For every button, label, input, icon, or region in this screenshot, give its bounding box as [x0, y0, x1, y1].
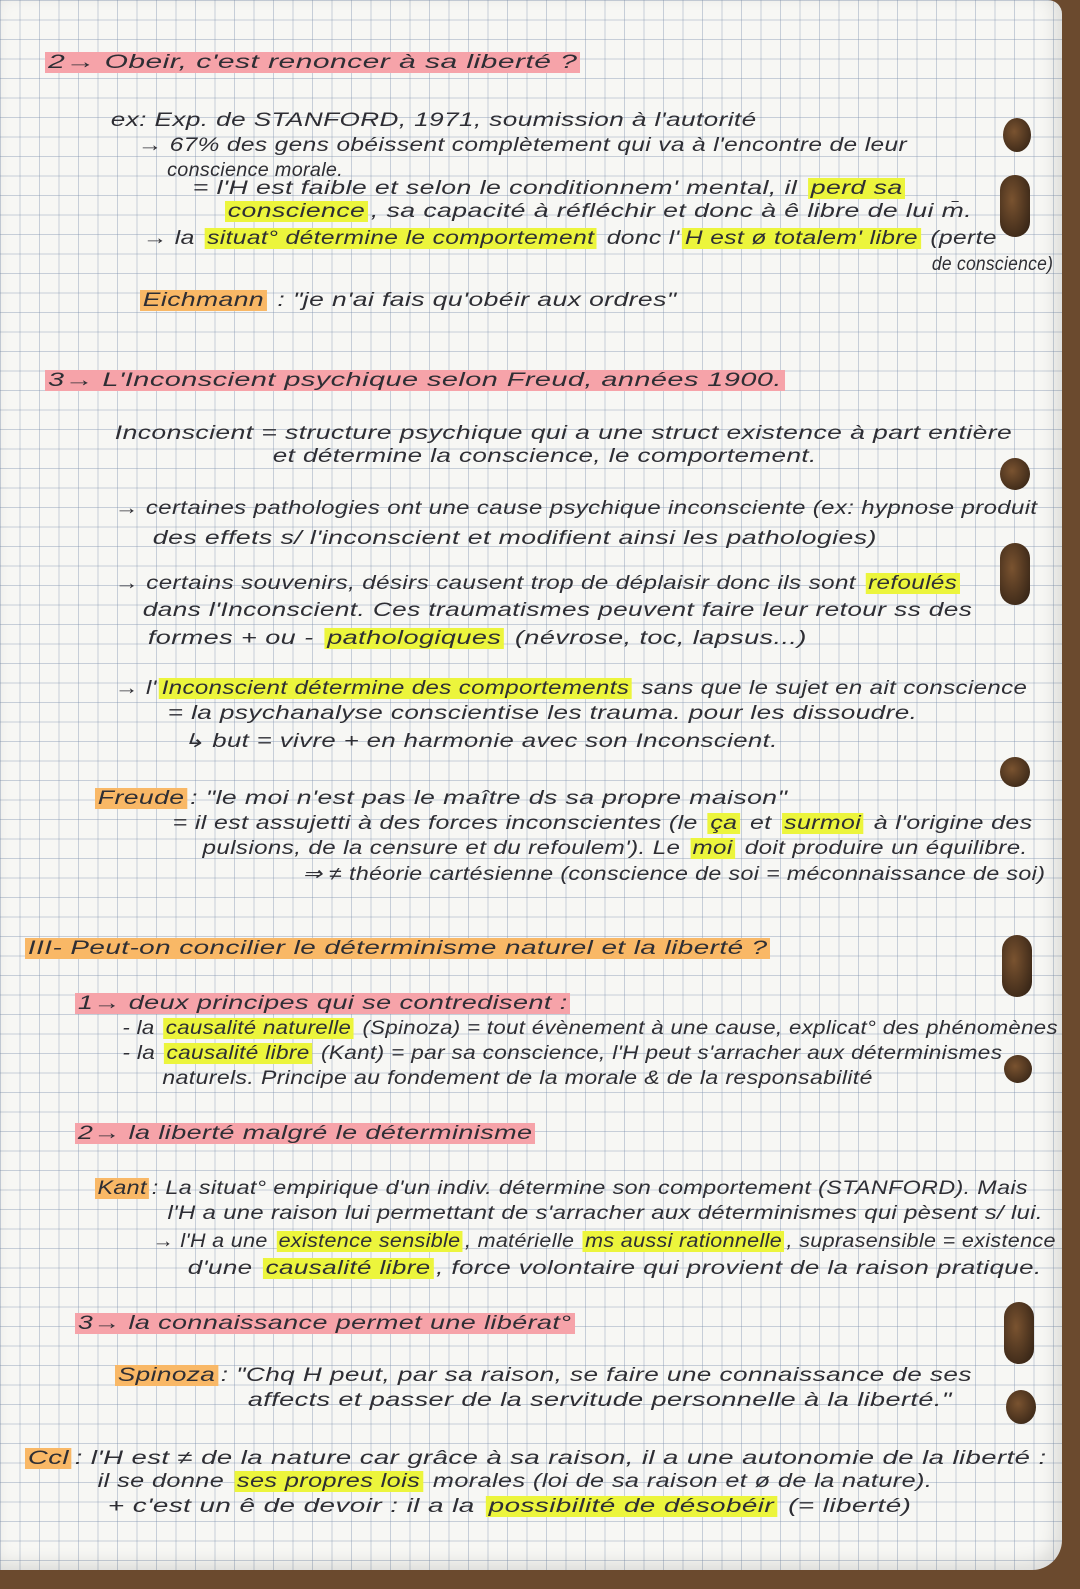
note-line — [140, 600, 975, 622]
note-text: , matérielle — [464, 1231, 581, 1252]
note-text: = il est assujetti à des forces inconscientes (le — [172, 813, 706, 834]
note-line — [190, 178, 906, 200]
note-line — [200, 838, 1030, 860]
section-heading: 1→ deux principes qui se contredisent : — [75, 993, 571, 1014]
note-text: dans l'Inconscient. Ces traumatismes peuvent faire leur retour ss des — [142, 600, 973, 621]
highlighted-text: conscience — [225, 201, 368, 222]
note-line — [75, 1123, 535, 1145]
highlighted-text: ça — [708, 813, 740, 834]
note-line — [115, 1365, 975, 1387]
note-text: → 67% des gens obéissent complètement qui va à l'encontre de leur — [137, 135, 908, 156]
note-text: : l'H est ≠ de la nature car grâce à sa raison, il a une autonomie de la liberté : — [74, 1448, 1047, 1469]
note-line — [25, 938, 771, 960]
highlighted-text: possibilité de désobéir — [486, 1496, 777, 1517]
note-text: donc l' — [599, 228, 680, 249]
note-text: (névrose, toc, lapsus...) — [506, 628, 807, 649]
note-text: sans que le sujet en ait conscience — [634, 678, 1028, 699]
highlighted-text: perd sa — [808, 178, 906, 199]
highlighted-text: Inconscient détermine des comportements — [159, 678, 632, 699]
note-line — [45, 52, 581, 74]
note-text: ⇒ ≠ théorie cartésienne (conscience de soi = méconnaissance de soi) — [302, 864, 1046, 885]
note-text: : "je n'ai fais qu'obéir aux ordres" — [269, 290, 677, 311]
note-line — [140, 228, 999, 250]
note-line — [135, 135, 910, 157]
binder-hole — [1006, 1390, 1036, 1424]
note-text: , sa capacité à réfléchir et donc à ê libre de lui m̄. — [370, 201, 973, 222]
note-text: de conscience) — [931, 254, 1054, 275]
note-line — [150, 528, 880, 550]
binder-hole — [1000, 175, 1030, 237]
author-label: Spinoza — [115, 1365, 218, 1386]
note-line — [75, 993, 571, 1015]
note-text: (Spinoza) = tout évènement à une cause, explicat° des phénomènes — [355, 1018, 1058, 1039]
note-text: doit produire un équilibre. — [737, 838, 1028, 859]
note-line — [930, 254, 1055, 276]
section-heading: 2→ Obeir, c'est renoncer à sa liberté ? — [45, 52, 581, 73]
note-text: conscience morale. — [167, 160, 344, 181]
note-text: formes + ou - — [147, 628, 322, 649]
note-line — [25, 1448, 1049, 1470]
note-text: à l'origine des — [866, 813, 1033, 834]
note-text: ↳ but = vivre + en harmonie avec son Inconscient. — [182, 731, 778, 752]
author-label: Kant — [95, 1178, 149, 1199]
binder-hole — [1004, 1055, 1032, 1083]
highlighted-text: causalité naturelle — [163, 1018, 353, 1039]
note-line — [225, 201, 975, 223]
note-line — [165, 1203, 1045, 1225]
note-line — [120, 1043, 1005, 1065]
note-text: - la — [122, 1018, 162, 1039]
note-line — [170, 813, 1035, 835]
note-line — [105, 1496, 914, 1518]
highlighted-text: moi — [690, 838, 735, 859]
note-text: → la — [142, 228, 202, 249]
highlighted-text: surmoi — [781, 813, 863, 834]
note-text: - la — [122, 1043, 162, 1064]
binder-hole — [1003, 118, 1031, 152]
note-text: → certains souvenirs, désirs causent trop de déplaisir donc ils sont — [114, 573, 863, 594]
note-line — [160, 1068, 875, 1090]
section-heading: 3→ la connaissance permet une libérat° — [75, 1313, 574, 1334]
note-text: ex: Exp. de STANFORD, 1971, soumission à l'autorité — [110, 110, 757, 131]
note-line — [245, 1390, 955, 1412]
note-line — [185, 1258, 1044, 1280]
highlighted-text: ms aussi rationnelle — [583, 1231, 784, 1252]
highlighted-text: ses propres lois — [234, 1471, 423, 1492]
note-line — [45, 370, 785, 392]
note-text: d'une — [187, 1258, 261, 1279]
note-text: l'H a une raison lui permettant de s'arracher aux déterminismes qui pèsent s/ lui. — [167, 1203, 1043, 1224]
note-line — [95, 1471, 935, 1493]
note-line — [145, 628, 810, 650]
note-text: : "Chq H peut, par sa raison, se faire une connaissance de ses — [220, 1365, 972, 1386]
note-line — [165, 703, 920, 725]
highlighted-text: refoulés — [866, 573, 960, 594]
author-label: III- Peut-on concilier le déterminisme naturel et la liberté ? — [25, 938, 771, 959]
note-text: (= liberté) — [779, 1496, 912, 1517]
highlighted-text: pathologiques — [324, 628, 504, 649]
note-text: , force volontaire qui provient de la raison pratique. — [436, 1258, 1042, 1279]
note-text: : La situat° empirique d'un indiv. détermine son comportement (STANFORD). Mais — [151, 1178, 1028, 1199]
author-label: Ccl — [25, 1448, 72, 1469]
note-line — [112, 573, 960, 595]
highlighted-text: H est ø totalem' libre — [682, 228, 920, 249]
note-text: → l'H a une — [152, 1231, 275, 1252]
note-line — [108, 110, 759, 132]
highlighted-text: situat° détermine le comportement — [204, 228, 596, 249]
note-text: des effets s/ l'inconscient et modifient ainsi les pathologies) — [152, 528, 877, 549]
note-line — [270, 446, 819, 468]
binder-hole — [1000, 458, 1030, 490]
note-text: et détermine la conscience, le comportement. — [272, 446, 817, 467]
note-text: Inconscient = structure psychique qui a une struct existence à part entière — [114, 423, 1013, 444]
highlighted-text: existence sensible — [276, 1231, 462, 1252]
highlighted-text: causalité libre — [164, 1043, 312, 1064]
note-text: (perte — [923, 228, 997, 249]
note-text: + c'est un ê de devoir : il a la — [107, 1496, 483, 1517]
note-text: (Kant) = par sa conscience, l'H peut s'arracher aux déterminismes — [314, 1043, 1003, 1064]
note-line — [75, 1313, 574, 1335]
author-label: Eichmann — [140, 290, 267, 311]
note-line — [120, 1018, 1060, 1040]
note-text: → certaines pathologies ont une cause psychique inconsciente (ex: hypnose produit — [114, 498, 1038, 519]
note-text: morales (loi de sa raison et ø de la nature). — [425, 1471, 933, 1492]
note-text: naturels. Principe au fondement de la morale & de la responsabilité — [162, 1068, 873, 1089]
section-heading: 2→ la liberté malgré le déterminisme — [75, 1123, 535, 1144]
note-line — [112, 423, 1015, 445]
note-text: = la psychanalyse conscientise les trauma. pour les dissoudre. — [167, 703, 918, 724]
note-line — [112, 678, 1030, 700]
note-text: pulsions, de la censure et du refoulem'). Le — [202, 838, 688, 859]
binder-hole — [1002, 935, 1032, 997]
note-line — [300, 863, 1048, 886]
note-line — [140, 290, 679, 312]
binder-hole — [1004, 1302, 1034, 1364]
note-line — [150, 1231, 1058, 1253]
note-line — [95, 1178, 1030, 1200]
section-heading: 3→ L'Inconscient psychique selon Freud, années 1900. — [45, 370, 785, 391]
note-text: affects et passer de la servitude personnelle à la liberté." — [247, 1390, 952, 1411]
note-text: → l' — [114, 678, 157, 699]
highlighted-text: causalité libre — [263, 1258, 433, 1279]
author-label: Freude — [95, 788, 187, 809]
note-line — [112, 498, 1040, 520]
binder-hole — [1000, 543, 1030, 605]
note-line — [180, 730, 780, 753]
note-text: , suprasensible = existence — [786, 1231, 1056, 1252]
note-text: il se donne — [97, 1471, 232, 1492]
note-text: = l'H est faible et selon le conditionnem' mental, il — [192, 178, 806, 199]
note-text: : "le moi n'est pas le maître ds sa propre maison" — [190, 788, 788, 809]
note-text: et — [742, 813, 779, 834]
binder-hole — [1000, 757, 1030, 787]
note-line — [95, 788, 790, 810]
